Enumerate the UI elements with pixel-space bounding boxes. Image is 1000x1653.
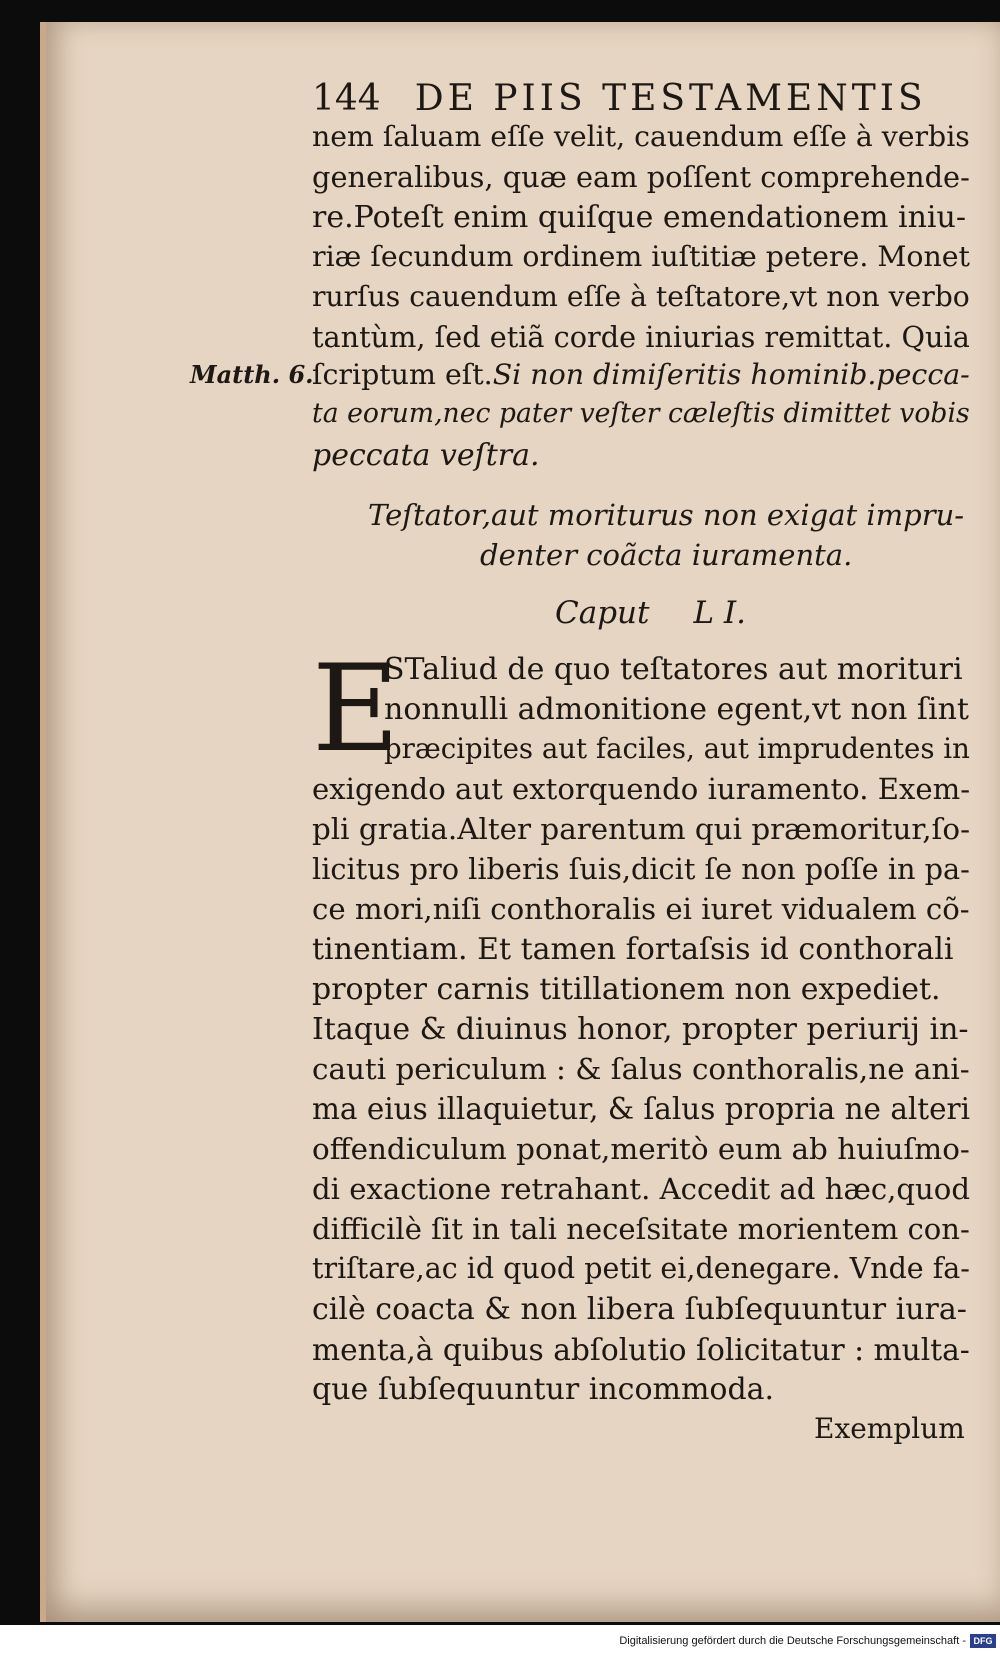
page-number: 144 <box>312 78 381 119</box>
dfg-logo-icon: DFG <box>970 1634 996 1648</box>
text-line: tantùm, ſed etiã corde iniurias remittat. Quia <box>312 320 970 354</box>
text-line: pli gratia.Alter parentum qui præmoritur,ſo- <box>312 812 970 846</box>
catchword: Exemplum <box>814 1412 965 1445</box>
text-line: generalibus, quæ eam poſſent comprehende- <box>312 160 970 194</box>
text-line: menta,à quibus abſolutio ſolicitatur : multa- <box>312 1332 970 1367</box>
text-line: cauti periculum : & ſalus conthoralis,ne ani- <box>312 1052 970 1086</box>
text-line: que ſubſequuntur incommoda. <box>312 1372 775 1407</box>
text-line: re.Poteſt enim quiſque emendationem iniu- <box>312 200 966 235</box>
text-line: ce mori,niſi conthoralis ei iuret vidualem cõ- <box>312 892 970 926</box>
quote-line: ta eorum,nec pater veſter cæleſtis dimittet vobis <box>312 398 970 429</box>
drop-cap: E <box>312 640 400 779</box>
text-line: STaliud de quo teſtatores aut morituri <box>384 652 963 687</box>
text-line: præcipites aut faciles, aut imprudentes in <box>384 732 970 765</box>
text-line: nem ſaluam eſſe velit, cauendum eſſe à verbis <box>312 120 970 153</box>
text-line: difficilè ſit in tali neceſsitate morientem con- <box>312 1212 970 1246</box>
chapter-summary-line: Teſtator,aut moriturus non exigat impru- <box>368 498 965 532</box>
text-line: triſtare,ac id quod petit ei,denegare. Vnde fa- <box>312 1252 970 1285</box>
chapter-summary-line: denter coãcta iuramenta. <box>480 538 853 572</box>
text-line: licitus pro liberis ſuis,dicit ſe non poſſe in pa- <box>312 852 970 886</box>
text-line: riæ ſecundum ordinem iuſtitiæ petere. Monet <box>312 240 970 273</box>
text-line: exigendo aut extorquendo iuramento. Exem- <box>312 772 971 806</box>
caput-number: L I. <box>693 595 747 631</box>
quote-segment: Si non dimiſeritis hominib.pecca- <box>492 358 970 391</box>
caput-label: Caput <box>555 595 650 631</box>
text-segment: ſcriptum eſt. <box>312 358 493 391</box>
text-line: nonnulli admonitione egent,vt non ſint <box>384 692 969 727</box>
text-line: offendiculum ponat,meritò eum ab huiuſmo- <box>312 1132 970 1166</box>
running-header <box>312 78 927 119</box>
text-line: tinentiam. Et tamen fortaſsis id conthorali <box>312 932 954 967</box>
text-line: propter carnis titillationem non expediet. <box>312 972 941 1007</box>
chapter-title <box>555 595 746 631</box>
footer-credit: Digitalisierung gefördert durch die Deutsche Forschungsgemeinschaft - <box>619 1635 966 1647</box>
text-line: cilè coacta & non libera ſubſequuntur iura- <box>312 1292 967 1327</box>
text-line: rurſus cauendum eſſe à teſtatore,vt non verbo <box>312 280 970 313</box>
margin-note: Matth. 6. <box>190 360 314 389</box>
text-line: Itaque & diuinus honor, propter periurij in- <box>312 1012 969 1047</box>
text-line: ma eius illaquietur, & ſalus propria ne alteri <box>312 1092 971 1126</box>
running-title: DE PIIS TESTAMENTIS <box>414 78 927 119</box>
quote-line: peccata veſtra. <box>312 438 540 473</box>
text-line-with-quote <box>312 358 970 391</box>
text-line: di exactione retrahant. Accedit ad hæc,quod <box>312 1172 970 1206</box>
